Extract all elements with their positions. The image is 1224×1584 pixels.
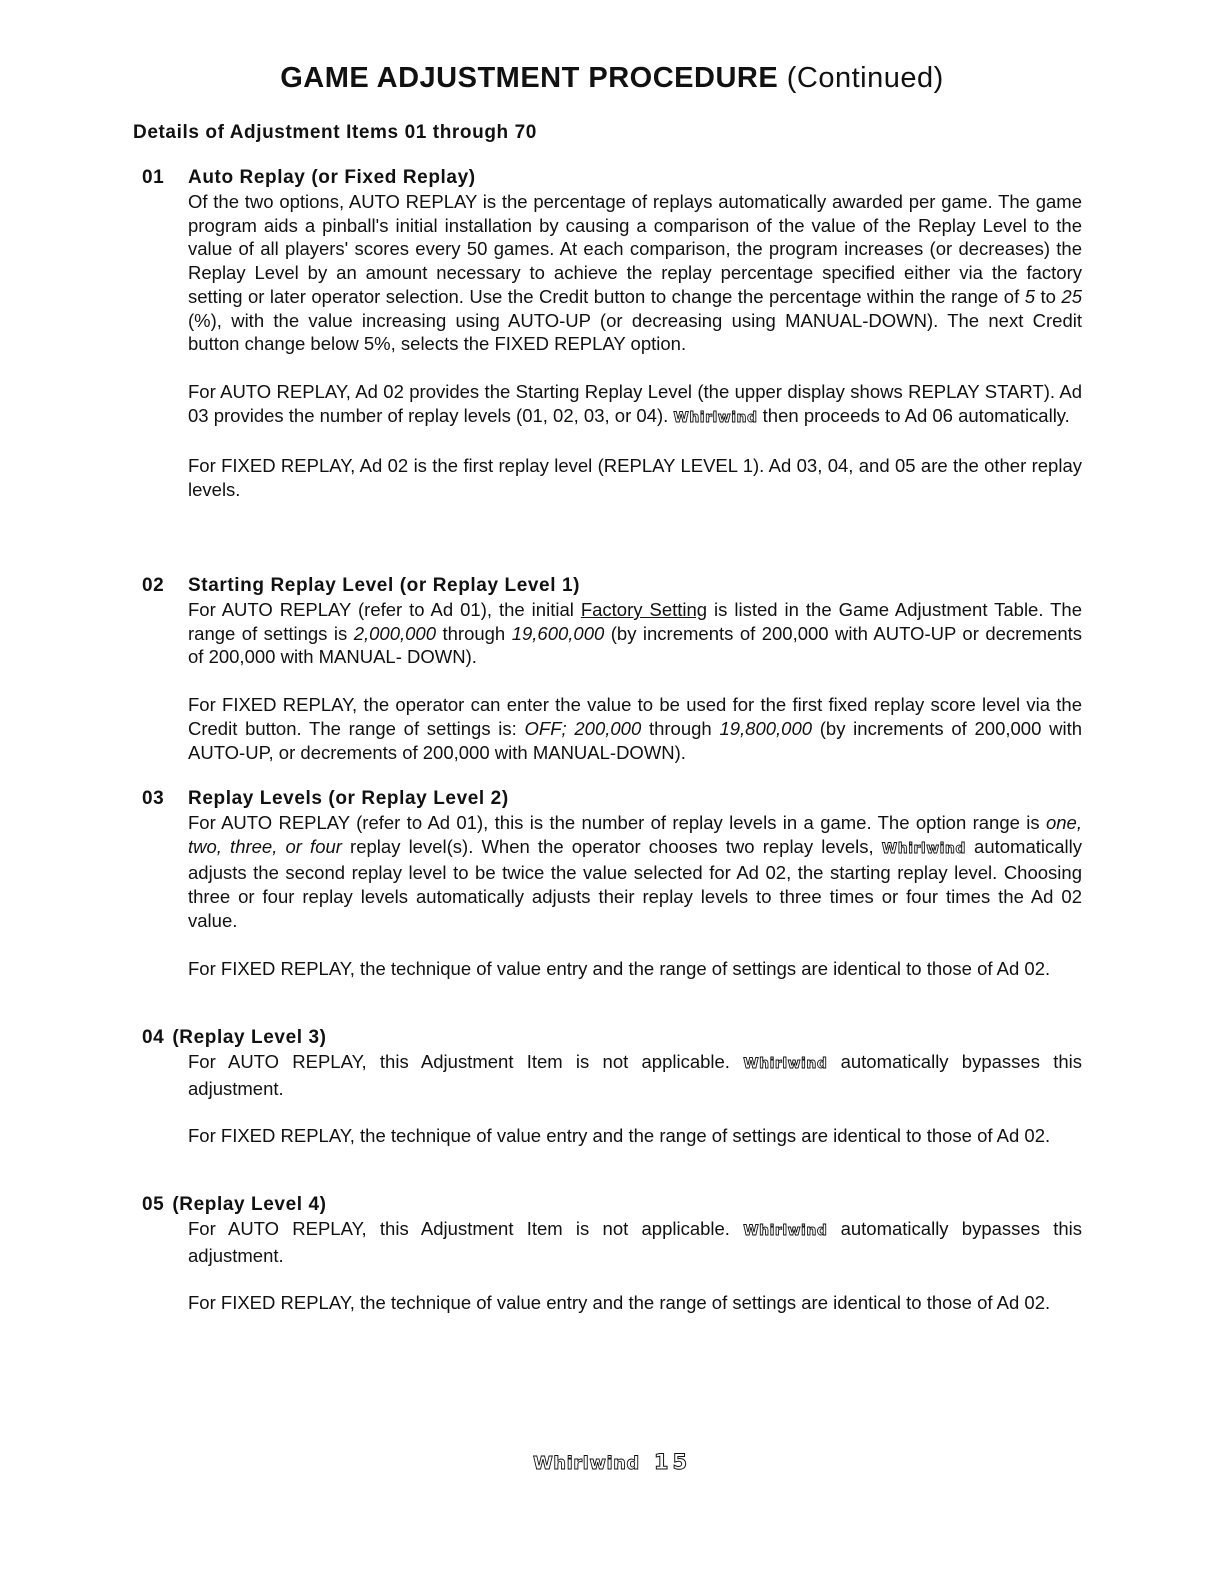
item-03-paragraph-2: For FIXED REPLAY, the technique of value entry and the range of settings are identical to those of Ad 02. [188,957,1051,979]
item-05-heading: 05 (Replay Level 4) [142,1194,327,1215]
item-04 [142,1026,1082,1148]
item-02 [142,574,1082,764]
item-01-paragraph-2: For AUTO REPLAY, Ad 02 provides the Starting Replay Level (the upper display shows REPLAY START). Ad 03 provides the number of replay levels (01, 02, 03, or 04). Whirlwind then proceeds to Ad 06 automatically. [188,380,1082,426]
page-title [0,62,1224,95]
item-03 [142,787,1082,980]
brand-logo: Whirlwind [743,1223,828,1239]
footer-brand-logo: Whirlwind [532,1453,640,1474]
item-01-paragraph-3: For FIXED REPLAY, Ad 02 is the first replay level (REPLAY LEVEL 1). Ad 03, 04, and 05 are the other replay levels. [188,455,1082,501]
item-04-paragraph-1: For AUTO REPLAY, this Adjustment Item is not applicable. Whirlwind automatically bypasses this adjustment. [188,1051,1082,1099]
item-01-heading: 01 Auto Replay (or Fixed Replay) [142,167,476,188]
title-main: GAME ADJUSTMENT PROCEDURE [280,62,779,94]
page-number: 15 [653,1450,692,1474]
item-02-paragraph-2: For FIXED REPLAY, the operator can enter the value to be used for the first fixed replay score level via the Credit button. The range of settings is: OFF; 200,000 through 19,800,000 (by increments of 200,000 with AUTO-UP, or decrements of 200,000 with MANUAL-DOWN). [188,694,1083,763]
item-04-paragraph-2: For FIXED REPLAY, the technique of value entry and the range of settings are identical to those of Ad 02. [188,1125,1051,1147]
brand-logo: Whirlwind [881,840,966,857]
page-footer [0,1450,1224,1475]
item-02-heading: 02 Starting Replay Level (or Replay Level 1) [142,575,581,596]
brand-logo: Whirlwind [743,1056,828,1072]
item-01-paragraph-1: Of the two options, AUTO REPLAY is the percentage of replays automatically awarded per game. The game program aids a pinball's initial installation by causing a comparison of the value of the Replay Level to the value of all players' scores every 50 games. At each comparison, the program increases (or decreases) the Replay Level by an amount necessary to achieve the replay percentage specified either via the factory setting or later operator selection. Use the Credit button to change the percentage within the range of 5 to 25 (%), with the value increasing using AUTO-UP (or decreasing using MANUAL-DOWN). The next Credit button change below 5%, selects the FIXED REPLAY option. [188,191,1082,355]
section-subtitle: Details of Adjustment Items 01 through 70 [133,122,537,143]
item-03-heading: 03 Replay Levels (or Replay Level 2) [142,788,509,809]
item-05-paragraph-1: For AUTO REPLAY, this Adjustment Item is not applicable. Whirlwind automatically bypasses this adjustment. [188,1218,1082,1266]
brand-logo: Whirlwind [673,409,758,426]
item-03-paragraph-1: For AUTO REPLAY (refer to Ad 01), this is the number of replay levels in a game. The option range is one, two, three, or four replay level(s). When the operator chooses two replay levels, Whirlwind automatically adjusts the second replay level to be twice the value selected for Ad 02, the starting replay level. Choosing three or four replay levels automatically adjusts their replay levels to three times or four times the Ad 02 value. [188,812,1083,931]
item-05-paragraph-2: For FIXED REPLAY, the technique of value entry and the range of settings are identical to those of Ad 02. [188,1292,1051,1314]
item-05 [142,1193,1082,1315]
title-suffix: (Continued) [786,62,944,94]
item-02-paragraph-1: For AUTO REPLAY (refer to Ad 01), the initial Factory Setting is listed in the Game Adjustment Table. The range of settings is 2,000,000 through 19,600,000 (by increments of 200,000 with AUTO-UP or decrements of 200,000 with MANUAL- DOWN). [188,599,1082,668]
item-01 [142,166,1082,502]
item-04-heading: 04 (Replay Level 3) [142,1027,327,1048]
